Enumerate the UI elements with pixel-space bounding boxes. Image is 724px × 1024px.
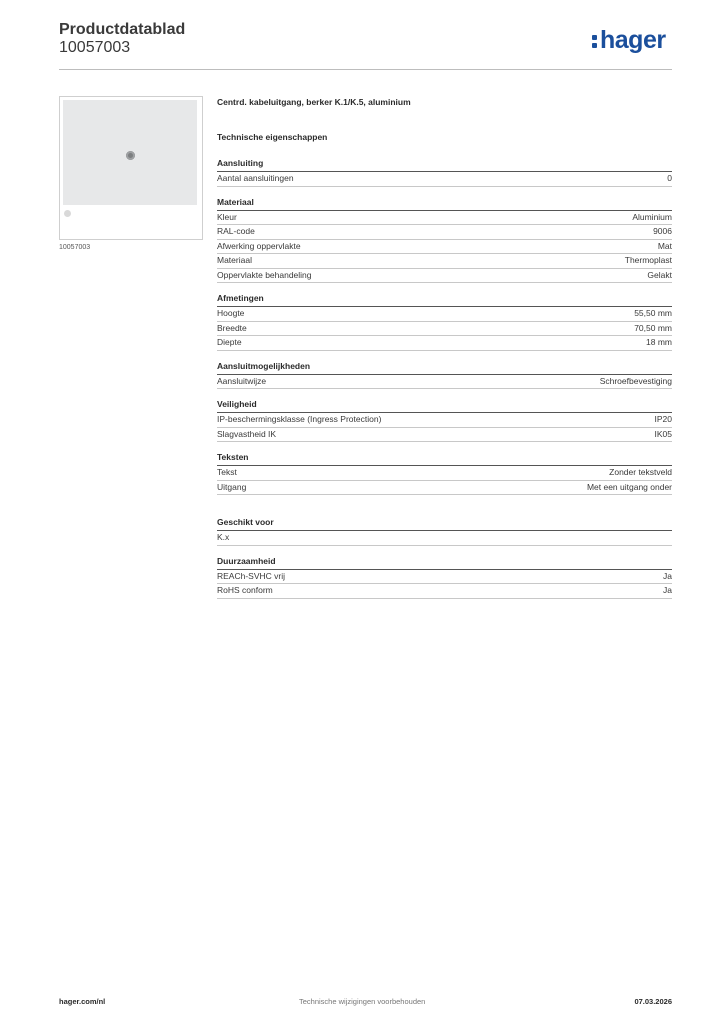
spec-label: Diepte — [217, 337, 242, 347]
spec-group-aansluitmogelijkheden — [217, 361, 672, 390]
spec-row — [217, 211, 672, 226]
logo-text: hager — [600, 26, 666, 54]
spec-value: Gelakt — [647, 269, 672, 280]
spec-group-geschikt-voor — [217, 517, 672, 546]
spec-row — [217, 240, 672, 255]
spec-row — [217, 428, 672, 443]
spec-label: IP-beschermingsklasse (Ingress Protection) — [217, 414, 382, 424]
footer-date: 07.03.2026 — [634, 997, 672, 1006]
spec-label: Tekst — [217, 467, 237, 477]
logo-colon-icon — [592, 32, 598, 48]
spec-value: 18 mm — [646, 337, 672, 347]
spec-label: Materiaal — [217, 255, 252, 265]
spec-row — [217, 570, 672, 585]
spec-group-duurzaamheid — [217, 556, 672, 599]
spec-value: IK05 — [654, 428, 672, 439]
spec-label: RAL-code — [217, 226, 255, 236]
group-heading: Veiligheid — [217, 399, 672, 413]
spec-value: 70,50 mm — [634, 322, 672, 333]
spec-label: Breedte — [217, 322, 247, 333]
group-heading: Duurzaamheid — [217, 556, 672, 570]
spec-row — [217, 254, 672, 269]
spec-value: Schroefbevestiging — [599, 375, 672, 386]
spec-row — [217, 466, 672, 481]
spec-value: 55,50 mm — [634, 308, 672, 318]
image-indicator-dot — [64, 210, 71, 217]
cable-outlet-hole — [126, 151, 135, 160]
spec-row — [217, 225, 672, 240]
spec-label: Aantal aansluitingen — [217, 173, 294, 183]
page-title: Productdatablad — [59, 21, 186, 38]
cover-plate-graphic — [63, 100, 197, 205]
spec-label: K.x — [217, 532, 230, 542]
spec-row — [217, 322, 672, 337]
spec-group-veiligheid — [217, 399, 672, 442]
product-name: Centrd. kabeluitgang, berker K.1/K.5, aluminium — [217, 97, 411, 107]
spec-row — [217, 375, 672, 390]
section-title: Technische eigenschappen — [217, 132, 328, 142]
hager-logo — [592, 26, 666, 55]
spec-group-afmetingen — [217, 293, 672, 351]
spec-row — [217, 531, 672, 546]
spec-group-aansluiting — [217, 158, 672, 187]
spec-value: Mat — [657, 240, 672, 251]
spec-row — [217, 584, 672, 599]
spec-value: Ja — [663, 570, 672, 581]
spec-label: REACh-SVHC vrij — [217, 570, 286, 581]
group-heading: Aansluiting — [217, 158, 672, 172]
spec-row — [217, 336, 672, 351]
spec-label: Aansluitwijze — [217, 375, 267, 386]
spec-row — [217, 481, 672, 496]
spec-value: Met een uitgang onder — [586, 481, 672, 492]
group-heading: Teksten — [217, 452, 672, 466]
product-image — [59, 96, 203, 240]
product-number: 10057003 — [59, 39, 131, 56]
spec-value: Thermoplast — [624, 255, 672, 265]
spec-row — [217, 172, 672, 187]
spec-label: Uitgang — [217, 481, 247, 492]
header-divider — [59, 69, 672, 70]
spec-row — [217, 307, 672, 322]
spec-value: Zonder tekstveld — [609, 467, 672, 477]
spec-value: Ja — [663, 585, 672, 595]
spec-label: Kleur — [217, 211, 237, 222]
spec-value: 9006 — [653, 226, 672, 236]
group-heading: Aansluitmogelijkheden — [217, 361, 672, 375]
spec-row — [217, 413, 672, 428]
image-caption: 10057003 — [59, 244, 91, 251]
spec-label: RoHS conform — [217, 585, 273, 595]
spec-row — [217, 269, 672, 284]
spec-label: Hoogte — [217, 308, 245, 318]
group-heading: Afmetingen — [217, 293, 672, 307]
spec-value: IP20 — [654, 414, 672, 424]
group-heading: Materiaal — [217, 197, 672, 211]
spec-value: Aluminium — [632, 211, 672, 222]
spec-label: Oppervlakte behandeling — [217, 269, 312, 280]
spec-label: Slagvastheid IK — [217, 428, 277, 439]
spec-group-materiaal — [217, 197, 672, 284]
spec-value: 0 — [667, 173, 672, 183]
group-heading: Geschikt voor — [217, 517, 672, 531]
spec-content — [217, 97, 672, 609]
footer-website-link[interactable]: hager.com/nl — [59, 997, 106, 1006]
spec-group-teksten — [217, 452, 672, 495]
footer-disclaimer: Technische wijzigingen voorbehouden — [299, 997, 426, 1006]
spec-label: Afwerking oppervlakte — [217, 240, 301, 251]
